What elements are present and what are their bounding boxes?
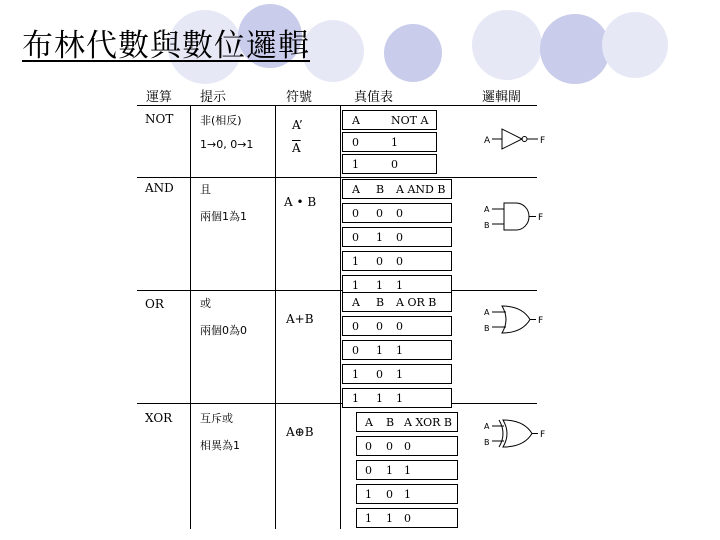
table-row: 0 0 0 xyxy=(342,316,452,336)
header-hint: 提示 xyxy=(200,90,227,105)
header-divider xyxy=(137,105,537,106)
hint-xor-2: 相異為1 xyxy=(200,439,240,452)
svg-text:F: F xyxy=(538,213,544,223)
hint-not-1: 非(相反) xyxy=(200,114,242,127)
symbol-or: A+B xyxy=(286,312,314,326)
symbol-not-1: A’ xyxy=(292,118,303,132)
table-row: 0 1 1 xyxy=(342,340,452,360)
svg-text:B: B xyxy=(484,221,490,230)
header-truth: 真值表 xyxy=(354,90,394,105)
column-divider-2 xyxy=(275,105,276,529)
op-xor: XOR xyxy=(145,411,173,425)
table-row: 1 1 1 xyxy=(342,275,452,295)
not-gate-icon xyxy=(482,124,548,154)
xor-gate-icon xyxy=(482,417,548,451)
or-gate-icon xyxy=(482,303,546,337)
svg-text:B: B xyxy=(484,324,490,333)
svg-text:A: A xyxy=(484,205,490,214)
decor-circle-4 xyxy=(384,24,442,82)
hint-or-2: 兩個0為0 xyxy=(200,324,247,337)
decor-circle-5 xyxy=(472,10,542,80)
op-and: AND xyxy=(145,181,174,195)
and-gate-icon xyxy=(482,200,546,234)
table-row: A B A OR B xyxy=(342,292,452,312)
row-divider-1 xyxy=(137,177,537,178)
symbol-and: A • B xyxy=(284,195,317,209)
hint-and-1: 且 xyxy=(200,183,211,196)
decor-circle-7 xyxy=(602,12,668,78)
svg-text:A: A xyxy=(484,422,490,431)
table-row: 1 0 xyxy=(342,154,437,174)
hint-xor-1: 互斥或 xyxy=(200,412,233,425)
column-divider-3 xyxy=(340,105,341,529)
svg-text:B: B xyxy=(484,438,490,447)
decor-circle-6 xyxy=(540,14,610,84)
hint-and-2: 兩個1為1 xyxy=(200,210,247,223)
header-gate: 邏輯閘 xyxy=(482,90,522,105)
row-divider-2 xyxy=(137,290,537,291)
table-row: 1 0 1 xyxy=(342,364,452,384)
hint-or-1: 或 xyxy=(200,297,211,310)
svg-text:F: F xyxy=(540,430,546,440)
table-row: 0 0 0 xyxy=(342,203,452,223)
column-divider-1 xyxy=(190,105,191,529)
table-row: A B A XOR B xyxy=(356,412,458,432)
table-row: A B A AND B xyxy=(342,179,452,199)
table-row: 0 1 1 xyxy=(356,460,458,480)
header-symbol: 符號 xyxy=(286,90,313,105)
table-row: 0 0 0 xyxy=(356,436,458,456)
hint-not-2: 1→0, 0→1 xyxy=(200,138,254,151)
decor-circle-3 xyxy=(302,20,364,82)
svg-text:F: F xyxy=(538,316,544,326)
table-row: 1 1 0 xyxy=(356,508,458,528)
symbol-not-2: $\overline{A}$ xyxy=(292,141,301,155)
table-row: A NOT A xyxy=(342,110,437,130)
table-row: 1 0 0 xyxy=(342,251,452,271)
table-row: 0 1 xyxy=(342,132,437,152)
table-row: 1 0 1 xyxy=(356,484,458,504)
row-divider-3 xyxy=(137,403,537,404)
table-row: 1 1 1 xyxy=(342,388,452,408)
symbol-xor: A⊕B xyxy=(286,425,314,439)
table-row: 0 1 0 xyxy=(342,227,452,247)
op-or: OR xyxy=(145,297,164,311)
svg-text:F: F xyxy=(540,136,546,146)
svg-text:A: A xyxy=(484,136,491,146)
op-not: NOT xyxy=(145,112,174,126)
page-title: 布林代數與數位邏輯 xyxy=(22,28,310,64)
svg-text:A: A xyxy=(484,308,490,317)
header-op: 運算 xyxy=(146,90,173,105)
